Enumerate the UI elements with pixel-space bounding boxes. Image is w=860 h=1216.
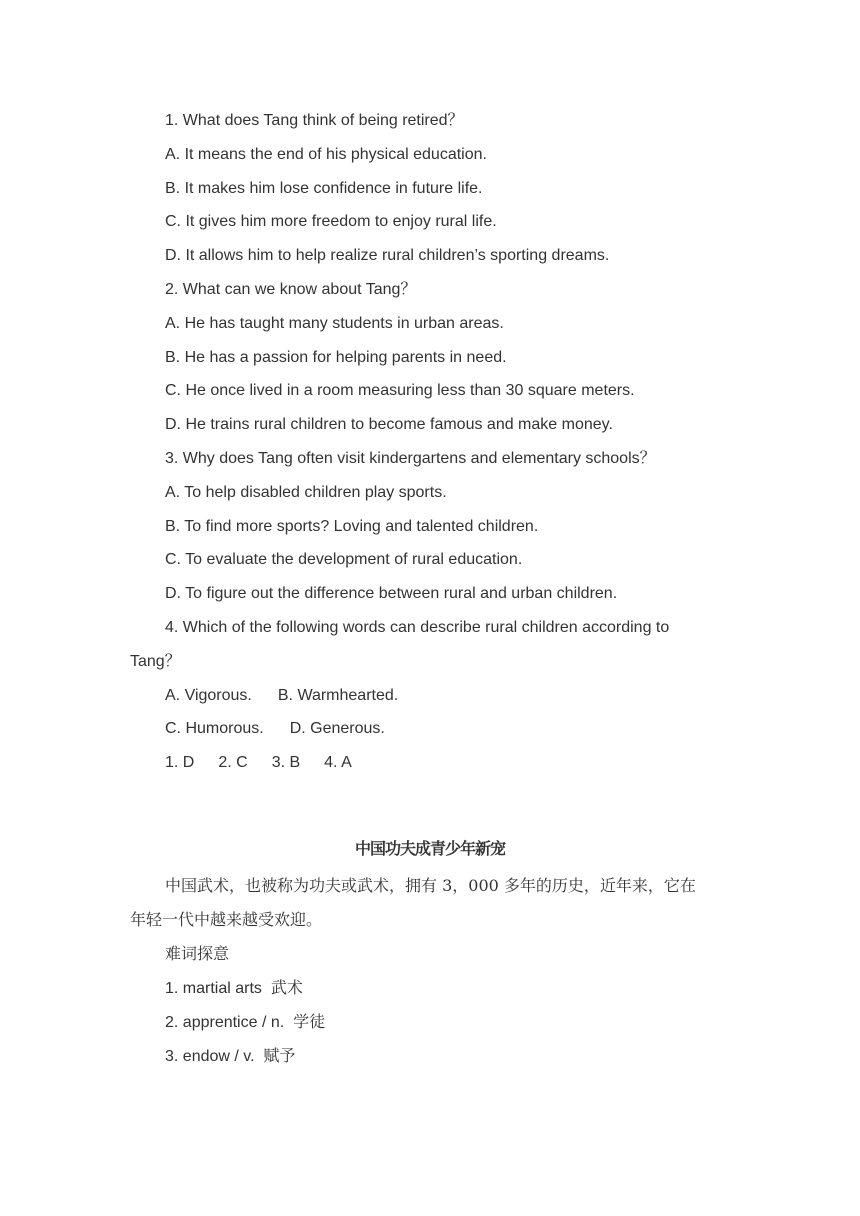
article-intro-line-1: 中国武术，也被称为功夫或武术，拥有 3，000 多年的历史，近年来，它在	[165, 876, 696, 895]
answer-1: 1. D	[165, 754, 195, 771]
question-4-option-d: D. Generous.	[289, 720, 385, 737]
vocab-item-1	[165, 978, 303, 999]
vocab-term: 2. apprentice / n.	[165, 1014, 285, 1031]
vocab-meaning: 赋予	[263, 1046, 296, 1065]
question-4-options-row-1	[165, 686, 398, 706]
question-4-option-a: A. Vigorous.	[165, 687, 252, 704]
question-3-option-b: B. To find more sports? Loving and talented children.	[165, 518, 539, 535]
vocab-term: 3. endow / v.	[165, 1048, 255, 1065]
question-4-stem-line-2: Tang？	[130, 653, 181, 670]
question-2-option-d: D. He trains rural children to become famous and make money.	[165, 416, 613, 433]
question-4-option-b: B. Warmhearted.	[277, 687, 399, 704]
question-1-stem: 1. What does Tang think of being retired？	[165, 112, 464, 129]
question-2-option-a: A. He has taught many students in urban areas.	[165, 315, 504, 332]
question-1-option-c: C. It gives him more freedom to enjoy rural life.	[165, 213, 497, 230]
question-4-options-row-2	[165, 719, 385, 739]
question-1-option-b: B. It makes him lose confidence in future life.	[165, 180, 483, 197]
article-intro-line-2: 年轻一代中越来越受欢迎。	[130, 910, 323, 929]
answer-3: 3. B	[271, 754, 301, 771]
vocab-item-3	[165, 1046, 295, 1067]
question-4-stem-line-1: 4. Which of the following words can describe rural children according to	[165, 619, 670, 636]
answer-key	[165, 753, 352, 773]
question-2-option-c: C. He once lived in a room measuring less than 30 square meters.	[165, 382, 635, 399]
question-3-option-c: C. To evaluate the development of rural education.	[165, 551, 523, 568]
vocab-meaning: 学徒	[293, 1012, 326, 1031]
question-1-option-d: D. It allows him to help realize rural children’s sporting dreams.	[165, 247, 610, 264]
question-2-stem: 2. What can we know about Tang？	[165, 281, 417, 298]
vocab-heading: 难词探意	[165, 944, 230, 963]
vocab-item-2	[165, 1012, 325, 1033]
question-1-option-a: A. It means the end of his physical education.	[165, 146, 487, 163]
question-3-stem: 3. Why does Tang often visit kindergartens and elementary schools？	[165, 450, 656, 467]
question-3-option-d: D. To figure out the difference between rural and urban children.	[165, 585, 618, 602]
answer-2: 2. C	[218, 754, 248, 771]
question-3-option-a: A. To help disabled children play sports.	[165, 484, 447, 501]
article-title: 中国功夫成青少年新宠	[354, 839, 505, 858]
vocab-term: 1. martial arts	[165, 980, 262, 997]
question-2-option-b: B. He has a passion for helping parents in need.	[165, 349, 507, 366]
vocab-meaning: 武术	[270, 978, 303, 997]
question-4-option-c: C. Humorous.	[165, 720, 264, 737]
answer-4: 4. A	[324, 754, 352, 771]
